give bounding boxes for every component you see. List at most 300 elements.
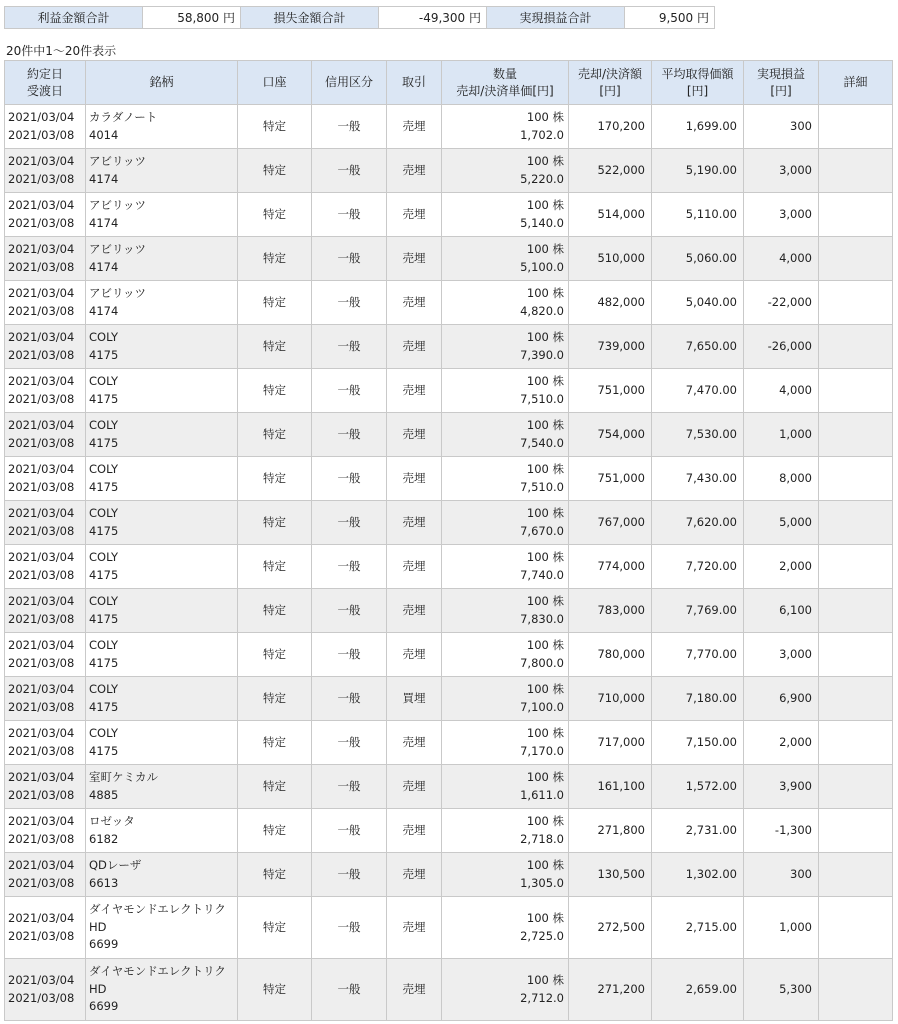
loss-total-label: 損失金額合計 xyxy=(241,7,379,29)
account-cell: 特定 xyxy=(238,413,312,457)
table-row xyxy=(5,237,893,281)
detail-cell xyxy=(819,501,893,545)
detail-cell xyxy=(819,105,893,149)
security-code: 4174 xyxy=(89,171,119,186)
qty-price-cell xyxy=(442,809,569,853)
trade-date: 2021/03/04 xyxy=(8,462,75,476)
realized-pl-cell: 3,900 xyxy=(744,765,819,809)
security-code: 4175 xyxy=(89,699,119,714)
qty-price-cell xyxy=(442,765,569,809)
security-name: COLY xyxy=(89,550,118,564)
security-name: アビリッツ xyxy=(89,198,147,212)
record-count: 20件中1～20件表示 xyxy=(6,44,117,58)
col-header-name: 銘柄 xyxy=(86,61,238,105)
security-cell xyxy=(86,677,238,721)
trade-date: 2021/03/04 xyxy=(8,682,75,696)
avg-cost-cell: 5,110.00 xyxy=(652,193,744,237)
unit-price: 1,702.0 xyxy=(520,127,564,142)
amount-cell: 130,500 xyxy=(569,853,652,897)
security-name: アビリッツ xyxy=(89,286,147,300)
settle-date: 2021/03/08 xyxy=(8,215,75,230)
date-cell xyxy=(5,765,86,809)
table-row xyxy=(5,809,893,853)
table-row xyxy=(5,193,893,237)
qty-price-cell xyxy=(442,853,569,897)
unit-price: 7,170.0 xyxy=(520,743,564,758)
settle-date: 2021/03/08 xyxy=(8,743,75,758)
unit-price: 2,725.0 xyxy=(520,928,564,943)
realized-pl-cell: -26,000 xyxy=(744,325,819,369)
security-cell xyxy=(86,281,238,325)
quantity: 100 株 xyxy=(526,858,564,872)
security-code: 4175 xyxy=(89,655,119,670)
date-cell xyxy=(5,959,86,1021)
security-name: COLY xyxy=(89,330,118,344)
col-header-settle-date: 受渡日 xyxy=(26,83,63,98)
amount-cell: 271,200 xyxy=(569,959,652,1021)
col-header-qty: 数量 xyxy=(492,66,517,81)
realized-pl-cell: 5,000 xyxy=(744,501,819,545)
trade-date: 2021/03/04 xyxy=(8,594,75,608)
security-cell xyxy=(86,545,238,589)
account-cell: 特定 xyxy=(238,105,312,149)
trade-cell: 売埋 xyxy=(387,149,442,193)
security-cell xyxy=(86,633,238,677)
security-code: 4174 xyxy=(89,215,119,230)
account-cell: 特定 xyxy=(238,765,312,809)
account-cell: 特定 xyxy=(238,959,312,1021)
table-row xyxy=(5,765,893,809)
col-header-amount-unit: [円] xyxy=(599,83,621,98)
trade-cell: 売埋 xyxy=(387,457,442,501)
unit-price: 4,820.0 xyxy=(520,303,564,318)
qty-price-cell xyxy=(442,633,569,677)
margin-cell: 一般 xyxy=(312,809,387,853)
realized-pl-cell: 2,000 xyxy=(744,721,819,765)
table-row xyxy=(5,589,893,633)
account-cell: 特定 xyxy=(238,897,312,959)
trade-cell: 売埋 xyxy=(387,237,442,281)
margin-cell: 一般 xyxy=(312,633,387,677)
settle-date: 2021/03/08 xyxy=(8,303,75,318)
quantity: 100 株 xyxy=(526,330,564,344)
trade-cell: 売埋 xyxy=(387,413,442,457)
margin-cell: 一般 xyxy=(312,457,387,501)
amount-cell: 482,000 xyxy=(569,281,652,325)
margin-cell: 一般 xyxy=(312,281,387,325)
avg-cost-cell: 7,720.00 xyxy=(652,545,744,589)
realized-total-value: 9,500 円 xyxy=(625,7,715,29)
avg-cost-cell: 5,190.00 xyxy=(652,149,744,193)
account-cell: 特定 xyxy=(238,457,312,501)
trade-date: 2021/03/04 xyxy=(8,154,75,168)
date-cell xyxy=(5,501,86,545)
account-cell: 特定 xyxy=(238,809,312,853)
table-row xyxy=(5,959,893,1021)
account-cell: 特定 xyxy=(238,853,312,897)
trade-cell: 売埋 xyxy=(387,721,442,765)
table-body xyxy=(5,105,893,1021)
security-cell xyxy=(86,959,238,1021)
settle-date: 2021/03/08 xyxy=(8,787,75,802)
security-cell xyxy=(86,589,238,633)
account-cell: 特定 xyxy=(238,633,312,677)
avg-cost-cell: 7,620.00 xyxy=(652,501,744,545)
avg-cost-cell: 2,715.00 xyxy=(652,897,744,959)
detail-cell xyxy=(819,545,893,589)
qty-price-cell xyxy=(442,457,569,501)
security-name: COLY xyxy=(89,374,118,388)
unit-price: 7,390.0 xyxy=(520,347,564,362)
col-header-trade: 取引 xyxy=(387,61,442,105)
account-cell: 特定 xyxy=(238,501,312,545)
security-name: ダイヤモンドエレクトリクHD xyxy=(89,964,226,996)
detail-cell xyxy=(819,281,893,325)
security-code: 4175 xyxy=(89,523,119,538)
detail-cell xyxy=(819,765,893,809)
qty-price-cell xyxy=(442,897,569,959)
trade-cell: 買埋 xyxy=(387,677,442,721)
quantity: 100 株 xyxy=(526,242,564,256)
security-cell xyxy=(86,501,238,545)
security-code: 4175 xyxy=(89,567,119,582)
security-cell xyxy=(86,809,238,853)
trade-cell: 売埋 xyxy=(387,369,442,413)
qty-price-cell xyxy=(442,589,569,633)
trade-date: 2021/03/04 xyxy=(8,973,75,987)
amount-cell: 710,000 xyxy=(569,677,652,721)
qty-price-cell xyxy=(442,501,569,545)
table-row xyxy=(5,501,893,545)
margin-cell: 一般 xyxy=(312,677,387,721)
realized-pl-cell: 300 xyxy=(744,105,819,149)
margin-cell: 一般 xyxy=(312,545,387,589)
trade-date: 2021/03/04 xyxy=(8,242,75,256)
margin-cell: 一般 xyxy=(312,897,387,959)
qty-price-cell xyxy=(442,677,569,721)
amount-cell: 510,000 xyxy=(569,237,652,281)
avg-cost-cell: 7,769.00 xyxy=(652,589,744,633)
security-code: 4174 xyxy=(89,259,119,274)
unit-price: 7,510.0 xyxy=(520,391,564,406)
margin-cell: 一般 xyxy=(312,765,387,809)
detail-cell xyxy=(819,149,893,193)
date-cell xyxy=(5,897,86,959)
qty-price-cell xyxy=(442,281,569,325)
col-header-avg-cost xyxy=(652,61,744,105)
security-code: 4175 xyxy=(89,391,119,406)
avg-cost-cell: 7,150.00 xyxy=(652,721,744,765)
security-name: ロゼッタ xyxy=(89,814,135,828)
amount-cell: 783,000 xyxy=(569,589,652,633)
date-cell xyxy=(5,281,86,325)
col-header-pl xyxy=(744,61,819,105)
quantity: 100 株 xyxy=(526,594,564,608)
quantity: 100 株 xyxy=(526,770,564,784)
unit-price: 2,712.0 xyxy=(520,990,564,1005)
amount-cell: 774,000 xyxy=(569,545,652,589)
avg-cost-cell: 7,770.00 xyxy=(652,633,744,677)
table-row xyxy=(5,105,893,149)
avg-cost-cell: 1,302.00 xyxy=(652,853,744,897)
security-name: アビリッツ xyxy=(89,242,147,256)
margin-cell: 一般 xyxy=(312,413,387,457)
qty-price-cell xyxy=(442,149,569,193)
qty-price-cell xyxy=(442,413,569,457)
realized-pl-cell: 6,100 xyxy=(744,589,819,633)
avg-cost-cell: 7,470.00 xyxy=(652,369,744,413)
security-name: COLY xyxy=(89,638,118,652)
trade-cell: 売埋 xyxy=(387,633,442,677)
table-row xyxy=(5,457,893,501)
unit-price: 7,670.0 xyxy=(520,523,564,538)
realized-total-label: 実現損益合計 xyxy=(487,7,625,29)
avg-cost-cell: 5,060.00 xyxy=(652,237,744,281)
trade-cell: 売埋 xyxy=(387,809,442,853)
trade-date: 2021/03/04 xyxy=(8,506,75,520)
unit-price: 2,718.0 xyxy=(520,831,564,846)
security-code: 4175 xyxy=(89,479,119,494)
security-code: 4014 xyxy=(89,127,119,142)
col-header-account: 口座 xyxy=(238,61,312,105)
trade-cell: 売埋 xyxy=(387,501,442,545)
quantity: 100 株 xyxy=(526,911,564,925)
qty-price-cell xyxy=(442,959,569,1021)
table-row xyxy=(5,633,893,677)
date-cell xyxy=(5,545,86,589)
security-cell xyxy=(86,237,238,281)
settle-date: 2021/03/08 xyxy=(8,875,75,890)
realized-pl-cell: 1,000 xyxy=(744,413,819,457)
quantity: 100 株 xyxy=(526,726,564,740)
unit-price: 7,830.0 xyxy=(520,611,564,626)
trade-cell: 売埋 xyxy=(387,589,442,633)
margin-cell: 一般 xyxy=(312,369,387,413)
margin-cell: 一般 xyxy=(312,853,387,897)
settle-date: 2021/03/08 xyxy=(8,347,75,362)
security-cell xyxy=(86,149,238,193)
col-header-qty-price xyxy=(442,61,569,105)
margin-cell: 一般 xyxy=(312,325,387,369)
unit-price: 5,140.0 xyxy=(520,215,564,230)
col-header-pl-label: 実現損益 xyxy=(756,66,805,81)
date-cell xyxy=(5,369,86,413)
detail-cell xyxy=(819,677,893,721)
trade-date: 2021/03/04 xyxy=(8,550,75,564)
amount-cell: 170,200 xyxy=(569,105,652,149)
trade-date: 2021/03/04 xyxy=(8,198,75,212)
date-cell xyxy=(5,721,86,765)
account-cell: 特定 xyxy=(238,193,312,237)
table-row xyxy=(5,897,893,959)
trade-cell: 売埋 xyxy=(387,105,442,149)
trade-cell: 売埋 xyxy=(387,545,442,589)
realized-pl-cell: -1,300 xyxy=(744,809,819,853)
security-cell xyxy=(86,897,238,959)
detail-cell xyxy=(819,897,893,959)
table-row xyxy=(5,853,893,897)
settle-date: 2021/03/08 xyxy=(8,523,75,538)
amount-cell: 739,000 xyxy=(569,325,652,369)
account-cell: 特定 xyxy=(238,325,312,369)
quantity: 100 株 xyxy=(526,550,564,564)
col-header-price: 売却/決済単価[円] xyxy=(456,83,554,98)
settle-date: 2021/03/08 xyxy=(8,479,75,494)
table-row xyxy=(5,149,893,193)
security-cell xyxy=(86,853,238,897)
date-cell xyxy=(5,413,86,457)
profit-total-value: 58,800 円 xyxy=(143,7,241,29)
table-row xyxy=(5,721,893,765)
table-row xyxy=(5,325,893,369)
avg-cost-cell: 5,040.00 xyxy=(652,281,744,325)
detail-cell xyxy=(819,369,893,413)
detail-cell xyxy=(819,633,893,677)
security-name: COLY xyxy=(89,418,118,432)
avg-cost-cell: 7,430.00 xyxy=(652,457,744,501)
qty-price-cell xyxy=(442,105,569,149)
amount-cell: 767,000 xyxy=(569,501,652,545)
trade-date: 2021/03/04 xyxy=(8,110,75,124)
security-name: COLY xyxy=(89,594,118,608)
unit-price: 1,611.0 xyxy=(520,787,564,802)
settle-date: 2021/03/08 xyxy=(8,928,75,943)
margin-cell: 一般 xyxy=(312,501,387,545)
security-code: 6613 xyxy=(89,875,119,890)
amount-cell: 522,000 xyxy=(569,149,652,193)
date-cell xyxy=(5,633,86,677)
col-header-margin: 信用区分 xyxy=(312,61,387,105)
margin-cell: 一般 xyxy=(312,959,387,1021)
quantity: 100 株 xyxy=(526,973,564,987)
trade-date: 2021/03/04 xyxy=(8,814,75,828)
realized-pl-table xyxy=(4,60,893,1021)
table-row xyxy=(5,545,893,589)
trade-cell: 売埋 xyxy=(387,765,442,809)
qty-price-cell xyxy=(442,369,569,413)
trade-date: 2021/03/04 xyxy=(8,911,75,925)
margin-cell: 一般 xyxy=(312,193,387,237)
settle-date: 2021/03/08 xyxy=(8,435,75,450)
avg-cost-cell: 7,180.00 xyxy=(652,677,744,721)
quantity: 100 株 xyxy=(526,154,564,168)
date-cell xyxy=(5,589,86,633)
detail-cell xyxy=(819,959,893,1021)
qty-price-cell xyxy=(442,545,569,589)
security-code: 4885 xyxy=(89,787,119,802)
security-cell xyxy=(86,413,238,457)
quantity: 100 株 xyxy=(526,814,564,828)
detail-cell xyxy=(819,809,893,853)
security-name: COLY xyxy=(89,726,118,740)
settle-date: 2021/03/08 xyxy=(8,831,75,846)
realized-pl-cell: 8,000 xyxy=(744,457,819,501)
security-name: カラダノート xyxy=(89,110,158,124)
date-cell xyxy=(5,809,86,853)
col-header-avg-cost-unit: [円] xyxy=(686,83,709,98)
quantity: 100 株 xyxy=(526,638,564,652)
security-cell xyxy=(86,105,238,149)
avg-cost-cell: 1,572.00 xyxy=(652,765,744,809)
detail-cell xyxy=(819,589,893,633)
detail-cell xyxy=(819,325,893,369)
quantity: 100 株 xyxy=(526,462,564,476)
unit-price: 7,800.0 xyxy=(520,655,564,670)
quantity: 100 株 xyxy=(526,374,564,388)
account-cell: 特定 xyxy=(238,677,312,721)
trade-cell: 売埋 xyxy=(387,193,442,237)
security-cell xyxy=(86,193,238,237)
detail-cell xyxy=(819,457,893,501)
security-code: 6699 xyxy=(89,999,119,1014)
detail-cell xyxy=(819,721,893,765)
security-cell xyxy=(86,765,238,809)
amount-cell: 751,000 xyxy=(569,457,652,501)
trade-date: 2021/03/04 xyxy=(8,286,75,300)
trade-cell: 売埋 xyxy=(387,897,442,959)
unit-price: 5,100.0 xyxy=(520,259,564,274)
col-header-avg-cost-label: 平均取得価額 xyxy=(661,66,734,81)
settle-date: 2021/03/08 xyxy=(8,127,75,142)
date-cell xyxy=(5,457,86,501)
unit-price: 1,305.0 xyxy=(520,875,564,890)
unit-price: 7,540.0 xyxy=(520,435,564,450)
amount-cell: 754,000 xyxy=(569,413,652,457)
amount-cell: 272,500 xyxy=(569,897,652,959)
security-name: ダイヤモンドエレクトリクHD xyxy=(89,902,226,934)
col-header-date xyxy=(5,61,86,105)
amount-cell: 780,000 xyxy=(569,633,652,677)
security-code: 4175 xyxy=(89,435,119,450)
account-cell: 特定 xyxy=(238,589,312,633)
trade-date: 2021/03/04 xyxy=(8,726,75,740)
qty-price-cell xyxy=(442,325,569,369)
security-name: COLY xyxy=(89,506,118,520)
loss-total-value: -49,300 円 xyxy=(379,7,487,29)
avg-cost-cell: 2,659.00 xyxy=(652,959,744,1021)
col-header-pl-unit: [円] xyxy=(770,83,792,98)
table-row xyxy=(5,281,893,325)
date-cell xyxy=(5,237,86,281)
security-name: QDレーザ xyxy=(89,858,142,872)
margin-cell: 一般 xyxy=(312,721,387,765)
security-code: 6699 xyxy=(89,937,119,952)
amount-cell: 161,100 xyxy=(569,765,652,809)
profit-total-label: 利益金額合計 xyxy=(5,7,143,29)
quantity: 100 株 xyxy=(526,506,564,520)
realized-pl-cell: 300 xyxy=(744,853,819,897)
account-cell: 特定 xyxy=(238,237,312,281)
margin-cell: 一般 xyxy=(312,149,387,193)
realized-pl-cell: 6,900 xyxy=(744,677,819,721)
realized-pl-cell: 5,300 xyxy=(744,959,819,1021)
account-cell: 特定 xyxy=(238,545,312,589)
date-cell xyxy=(5,677,86,721)
avg-cost-cell: 2,731.00 xyxy=(652,809,744,853)
date-cell xyxy=(5,325,86,369)
security-code: 4175 xyxy=(89,743,119,758)
realized-pl-cell: 2,000 xyxy=(744,545,819,589)
quantity: 100 株 xyxy=(526,198,564,212)
realized-pl-cell: 4,000 xyxy=(744,369,819,413)
table-row xyxy=(5,369,893,413)
security-cell xyxy=(86,721,238,765)
trade-cell: 売埋 xyxy=(387,959,442,1021)
trade-date: 2021/03/04 xyxy=(8,770,75,784)
qty-price-cell xyxy=(442,237,569,281)
settle-date: 2021/03/08 xyxy=(8,391,75,406)
unit-price: 7,100.0 xyxy=(520,699,564,714)
